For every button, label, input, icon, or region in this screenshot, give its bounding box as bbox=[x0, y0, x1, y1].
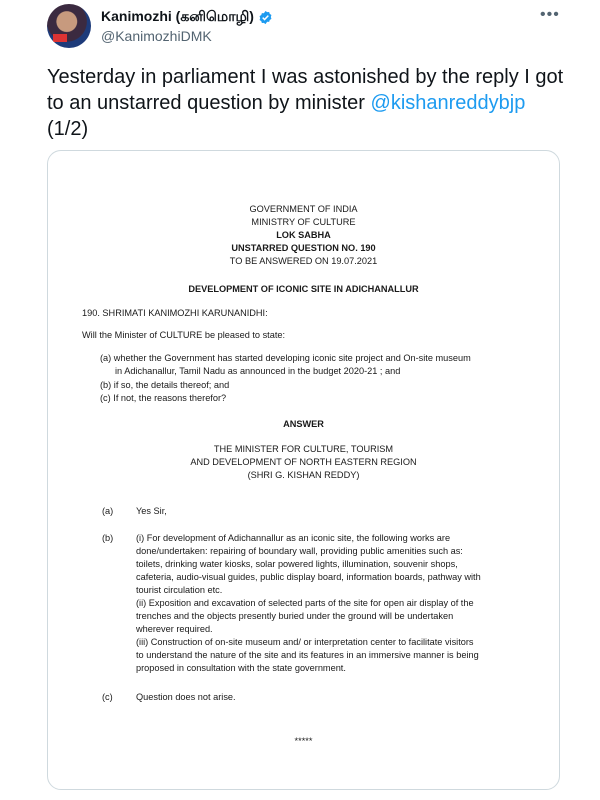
mention-link[interactable]: @kishanreddybjp bbox=[370, 92, 526, 114]
doc-answer-b-line: proposed in consultation with the state government. bbox=[136, 663, 346, 673]
doc-header-line: MINISTRY OF CULTURE bbox=[251, 217, 356, 227]
doc-minister-line: THE MINISTER FOR CULTURE, TOURISM bbox=[213, 444, 394, 454]
doc-answer-b-label: (b) bbox=[102, 533, 114, 543]
tweet-text-part: Yesterday in parliament I was astonished by the reply I got to an unstarred question by minister bbox=[47, 66, 564, 114]
doc-answer-b-line: (iii) Construction of on-site museum and/ or interpretation center to facilitate visitors bbox=[136, 637, 474, 647]
doc-answer-c-text: Question does not arise. bbox=[136, 692, 236, 702]
doc-question-b: (b) if so, the details thereof; and bbox=[100, 380, 230, 390]
tweet-text bbox=[47, 64, 567, 142]
verified-badge-icon bbox=[258, 10, 273, 25]
avatar[interactable] bbox=[47, 4, 91, 48]
author-handle[interactable]: @KanimozhiDMK bbox=[101, 28, 212, 44]
doc-answer-a-label: (a) bbox=[102, 506, 114, 516]
doc-answer-b-line: (ii) Exposition and excavation of selected parts of the site for open air display of the bbox=[136, 598, 474, 608]
tweet-text-suffix: (1/2) bbox=[47, 118, 89, 140]
doc-answer-b-line: toilets, drinking water kiosks, solar powered lights, illumination, souvenir shops, bbox=[136, 559, 458, 569]
document-scan bbox=[48, 151, 559, 789]
doc-end-mark: ***** bbox=[294, 736, 313, 746]
doc-header-line: UNSTARRED QUESTION NO. 190 bbox=[231, 243, 376, 253]
author-name[interactable]: Kanimozhi (கனிமொழி) bbox=[101, 8, 254, 24]
doc-question-by: 190. SHRIMATI KANIMOZHI KARUNANIDHI: bbox=[82, 308, 268, 318]
doc-answer-b-line: to understand the nature of the site and its features in an immersive manner is being bbox=[136, 650, 479, 660]
doc-answer-b-line: done/undertaken: repairing of boundary wall, providing public amenities such as: bbox=[136, 546, 463, 556]
doc-minister-line: AND DEVELOPMENT OF NORTH EASTERN REGION bbox=[190, 457, 417, 467]
doc-answer-b-line: wherever required. bbox=[136, 624, 213, 634]
doc-answer-c-label: (c) bbox=[102, 692, 113, 702]
doc-answer-b-line: (i) For development of Adichannallur as an iconic site, the following works are bbox=[136, 533, 451, 543]
doc-minister-line: (SHRI G. KISHAN REDDY) bbox=[247, 470, 360, 480]
doc-answer-b-line: tourist circulation etc. bbox=[136, 585, 223, 595]
doc-question-a: (a) whether the Government has started developing iconic site project and On-site museum bbox=[100, 353, 471, 363]
doc-answer-a-text: Yes Sir, bbox=[136, 506, 167, 516]
doc-answer-b-line: trenches and the objects presently buried under the ground will be undertaken bbox=[136, 611, 454, 621]
author-row bbox=[101, 8, 273, 27]
more-options-icon[interactable]: ••• bbox=[540, 6, 560, 23]
doc-answer-b-line: cafeteria, audio-visual guides, public display board, information boards, pathway with bbox=[136, 572, 481, 582]
doc-question-a-cont: in Adichanallur, Tamil Nadu as announced in the budget 2020-21 ; and bbox=[115, 366, 401, 376]
doc-answer-heading: ANSWER bbox=[283, 419, 324, 429]
doc-intro: Will the Minister of CULTURE be pleased to state: bbox=[82, 330, 286, 340]
doc-header-line: LOK SABHA bbox=[276, 230, 331, 240]
doc-subject: DEVELOPMENT OF ICONIC SITE IN ADICHANALLUR bbox=[188, 284, 419, 294]
doc-header-line: TO BE ANSWERED ON 19.07.2021 bbox=[229, 256, 378, 266]
doc-question-c: (c) If not, the reasons therefor? bbox=[100, 393, 227, 403]
tweet-media-image[interactable] bbox=[47, 150, 560, 790]
doc-header-line: GOVERNMENT OF INDIA bbox=[249, 204, 358, 214]
avatar-flag bbox=[53, 34, 67, 42]
